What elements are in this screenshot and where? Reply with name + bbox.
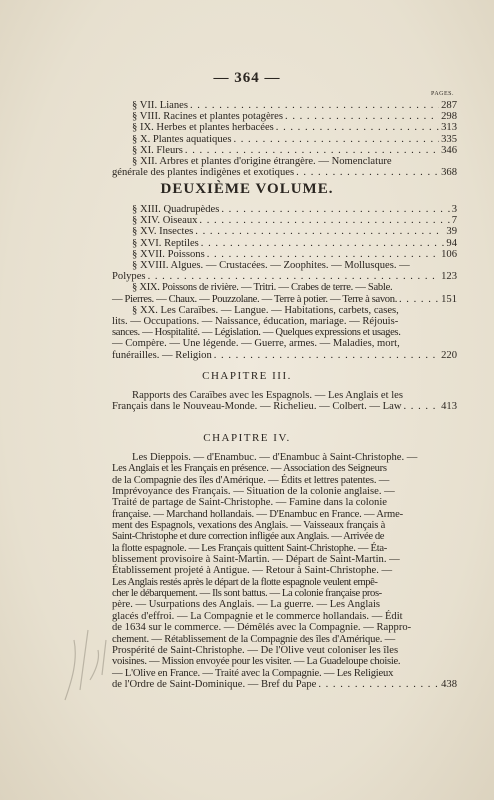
toc-entry: Français dans le Nouveau-Monde. — Richelieu. — Colbert. — Law . . . 413 xyxy=(112,401,457,412)
page-number: — 364 — xyxy=(213,70,281,86)
toc-entry: § XI. Fleurs . . . 346 xyxy=(112,145,457,156)
toc-entry: Polypes . . . 123 xyxy=(112,271,457,282)
toc-entry-line: § XX. Les Caraïbes. — Langue. — Habitations, carbets, cases, xyxy=(132,304,399,316)
summary-line: Les Dieppois. — d'Enambuc. — d'Enambuc à Saint-Christophe. — xyxy=(132,452,418,463)
summary-line: Traité de partage de Saint-Christophe. — Famine dans la colonie xyxy=(112,497,387,509)
summary-line: Saint-Christophe et dure correction infligée aux Anglais. — Arrivée de xyxy=(112,531,385,543)
summary-line: blissement provisoire à Saint-Martin. — Départ de Saint-Martin. — xyxy=(112,554,400,566)
toc-section-2 xyxy=(112,204,457,361)
toc-entry-line: § XII. Arbres et plantes d'origine étrangère. — Nomenclature xyxy=(132,156,392,168)
summary-line: Établissement projeté à Antigue. — Retour à Saint-Christophe. — xyxy=(112,565,393,577)
summary-line: glacés d'effroi. — La Compagnie et le commerce hollandais. — Édit xyxy=(112,610,403,622)
toc-entry: § XVII. Poissons . . . 106 xyxy=(112,249,457,260)
summary-line: voisines. — Mission envoyée pour les visiter. — La Guadeloupe choisie. xyxy=(112,656,401,668)
summary-line: chement. — Rétablissement de la Compagnie des îles d'Amérique. — xyxy=(112,633,396,645)
summary-line: ment des Espagnols, vexations des Anglais. — Vaisseaux français à xyxy=(112,520,386,532)
summary-line: française. — Marchand hollandais. — D'Enambuc en France. — Arme- xyxy=(112,508,403,520)
chapter-3-heading: CHAPITRE III. xyxy=(202,370,292,382)
toc-entry-line: lits. — Occupations. — Naissance, éducation, mariage. — Réjouis- xyxy=(112,316,399,328)
toc-entry: § XIV. Oiseaux . . . 7 xyxy=(112,215,457,226)
chapter-4-summary xyxy=(112,452,457,690)
margin-pencil-marks xyxy=(60,620,120,710)
toc-entry: — Pierres. — Chaux. — Pouzzolane. — Terre à potier. — Terre à savon. . . . 151 xyxy=(112,294,457,305)
toc-entry: § XIII. Quadrupèdes . . . 3 xyxy=(112,204,457,215)
summary-line: de 1634 sur le commerce. — Démêlés avec la Compagnie. — Rappro- xyxy=(112,622,412,634)
toc-entry-line: § XIX. Poissons de rivière. — Tritri. — Crabes de terre. — Sable. xyxy=(132,282,393,294)
toc-entry: funérailles. — Religion . . . 220 xyxy=(112,350,457,361)
summary-line: Imprévoyance des Français. — Situation de la colonie anglaise. — xyxy=(112,486,395,498)
summary-line: la flotte espagnole. — Les Français quittent Saint-Christophe. — Éta- xyxy=(112,542,387,554)
toc-entry: § X. Plantes aquatiques . . . 335 xyxy=(112,134,457,145)
toc-entry: § VIII. Racines et plantes potagères . . . 298 xyxy=(112,111,457,122)
chapter-4-heading: CHAPITRE IV. xyxy=(203,432,291,444)
summary-line: de la Compagnie des îles d'Amérique. — Édits et lettres patentes. — xyxy=(112,474,390,486)
toc-section-1 xyxy=(112,100,457,178)
summary-line: cher le débarquement. — Ils sont battus. — La colonie française pros- xyxy=(112,588,382,600)
toc-entry: § IX. Herbes et plantes herbacées . . . 313 xyxy=(112,122,457,133)
toc-entry-line: Rapports des Caraïbes avec les Espagnols. — Les Anglais et les xyxy=(132,390,403,401)
summary-line: Prospérité de Saint-Christophe. — De l'Olive veut coloniser les îles xyxy=(112,644,399,656)
toc-entry-line: — Compère. — Une légende. — Guerre, armes. — Maladies, mort, xyxy=(112,338,400,350)
summary-line: Les Anglais restés après le départ de la flotte espagnole veulent empê- xyxy=(112,576,378,588)
toc-entry: § VII. Lianes . . . 287 xyxy=(112,100,457,111)
toc-entry: générale des plantes indigènes et exotiques . . . 368 xyxy=(112,167,457,178)
toc-entry: § XV. Insectes . . . 39 xyxy=(112,226,457,237)
toc-entry-line: sances. — Hospitalité. — Législation. — Quelques expressions et usages. xyxy=(112,327,401,339)
volume-title: DEUXIÈME VOLUME. xyxy=(160,181,334,197)
summary-line: Les Anglais et les Français en présence. — Association des Seigneurs xyxy=(112,463,387,475)
summary-line: père. — Usurpations des Anglais. — La guerre. — Les Anglais xyxy=(112,599,381,611)
chapter-3-summary xyxy=(112,390,457,412)
toc-entry: § XVI. Reptiles . . . 94 xyxy=(112,238,457,249)
summary-line: — L'Olive en France. — Traité avec la Compagnie. — Les Religieux xyxy=(112,667,394,679)
pages-column-label: PAGES. xyxy=(431,91,454,97)
toc-entry: de l'Ordre de Saint-Dominique. — Bref du Pape . . . 438 xyxy=(112,679,457,690)
toc-entry-line: § XVIII. Algues. — Crustacées. — Zoophites. — Mollusques. — xyxy=(132,260,410,272)
